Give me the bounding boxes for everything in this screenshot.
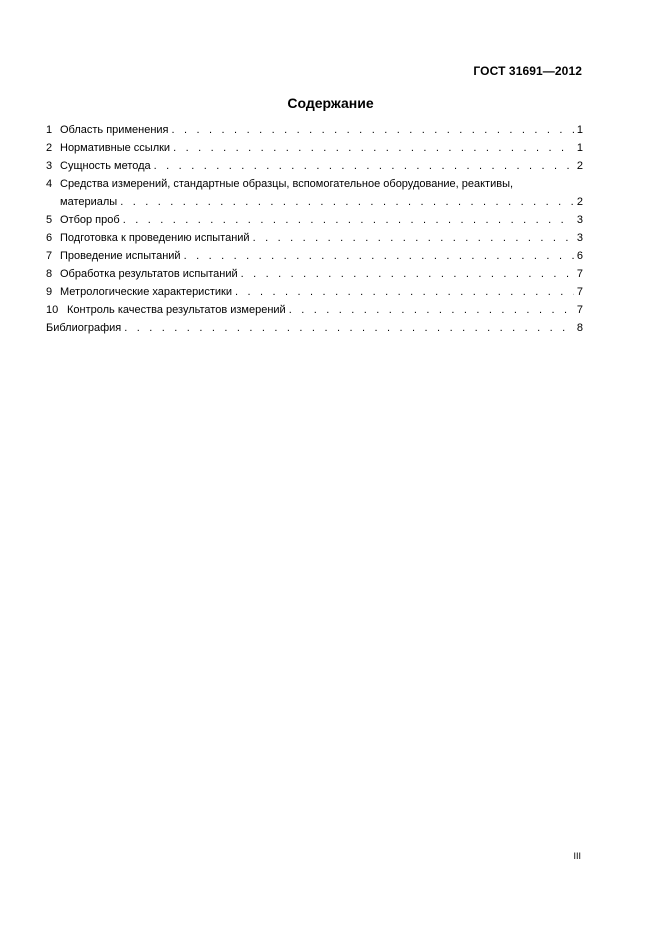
page-number: III xyxy=(573,851,581,861)
toc-item-number: 9 xyxy=(46,286,53,298)
table-of-contents xyxy=(46,121,583,337)
toc-item-number: 1 xyxy=(46,124,53,136)
toc-item-number: 3 xyxy=(46,160,53,172)
toc-leader-dots xyxy=(241,265,574,283)
toc-item-title: Обработка результатов испытаний xyxy=(60,268,238,280)
toc-item-page: 7 xyxy=(576,304,583,316)
toc-item[interactable] xyxy=(46,211,583,229)
toc-item-number: 6 xyxy=(46,232,53,244)
toc-item-number: 8 xyxy=(46,268,53,280)
toc-leader-dots xyxy=(120,193,574,211)
toc-item-title-continuation: материалы xyxy=(60,196,118,208)
toc-item-title: Библиография xyxy=(46,322,122,334)
toc-item-title: Нормативные ссылки xyxy=(60,142,171,154)
toc-item-number: 5 xyxy=(46,214,53,226)
toc-item-number: 10 xyxy=(46,304,59,316)
toc-title: Содержание xyxy=(287,95,374,111)
toc-item-title: Отбор проб xyxy=(60,214,120,226)
toc-item-title: Метрологические характеристики xyxy=(60,286,232,298)
toc-leader-dots xyxy=(123,211,574,229)
toc-leader-dots xyxy=(124,319,574,337)
toc-item-title: Проведение испытаний xyxy=(60,250,181,262)
toc-leader-dots xyxy=(289,301,574,319)
toc-item-title: Подготовка к проведению испытаний xyxy=(60,232,250,244)
toc-item-page: 3 xyxy=(576,232,583,244)
toc-item-page: 7 xyxy=(576,286,583,298)
toc-item[interactable] xyxy=(46,247,583,265)
toc-item-title: Сущность метода xyxy=(60,160,151,172)
toc-item[interactable] xyxy=(46,301,583,319)
toc-item-page: 8 xyxy=(576,322,583,334)
toc-item[interactable] xyxy=(46,157,583,175)
toc-leader-dots xyxy=(173,139,574,157)
toc-leader-dots xyxy=(253,229,574,247)
toc-item-number: 4 xyxy=(46,178,53,190)
toc-leader-dots xyxy=(235,283,574,301)
toc-item-continuation[interactable] xyxy=(46,193,583,211)
toc-item-page: 6 xyxy=(576,250,583,262)
toc-item-number: 7 xyxy=(46,250,53,262)
toc-item[interactable] xyxy=(46,229,583,247)
toc-leader-dots xyxy=(172,121,574,139)
document-code: ГОСТ 31691—2012 xyxy=(473,64,582,78)
toc-item[interactable] xyxy=(46,121,583,139)
toc-item-page: 1 xyxy=(576,124,583,136)
toc-item[interactable] xyxy=(46,175,583,193)
toc-item-page: 2 xyxy=(576,196,583,208)
toc-leader-dots xyxy=(154,157,574,175)
toc-item-title: Область применения xyxy=(60,124,169,136)
toc-item-page: 7 xyxy=(576,268,583,280)
toc-item-title: Средства измерений, стандартные образцы, вспомогательное оборудование, реактивы, xyxy=(60,178,514,190)
toc-item-number: 2 xyxy=(46,142,53,154)
toc-leader-dots xyxy=(184,247,574,265)
toc-item[interactable] xyxy=(46,265,583,283)
toc-item-page: 3 xyxy=(576,214,583,226)
toc-item-page: 2 xyxy=(576,160,583,172)
toc-item-title: Контроль качества результатов измерений xyxy=(67,304,286,316)
toc-item[interactable] xyxy=(46,319,583,337)
toc-item-page: 1 xyxy=(576,142,583,154)
toc-item[interactable] xyxy=(46,139,583,157)
toc-item[interactable] xyxy=(46,283,583,301)
